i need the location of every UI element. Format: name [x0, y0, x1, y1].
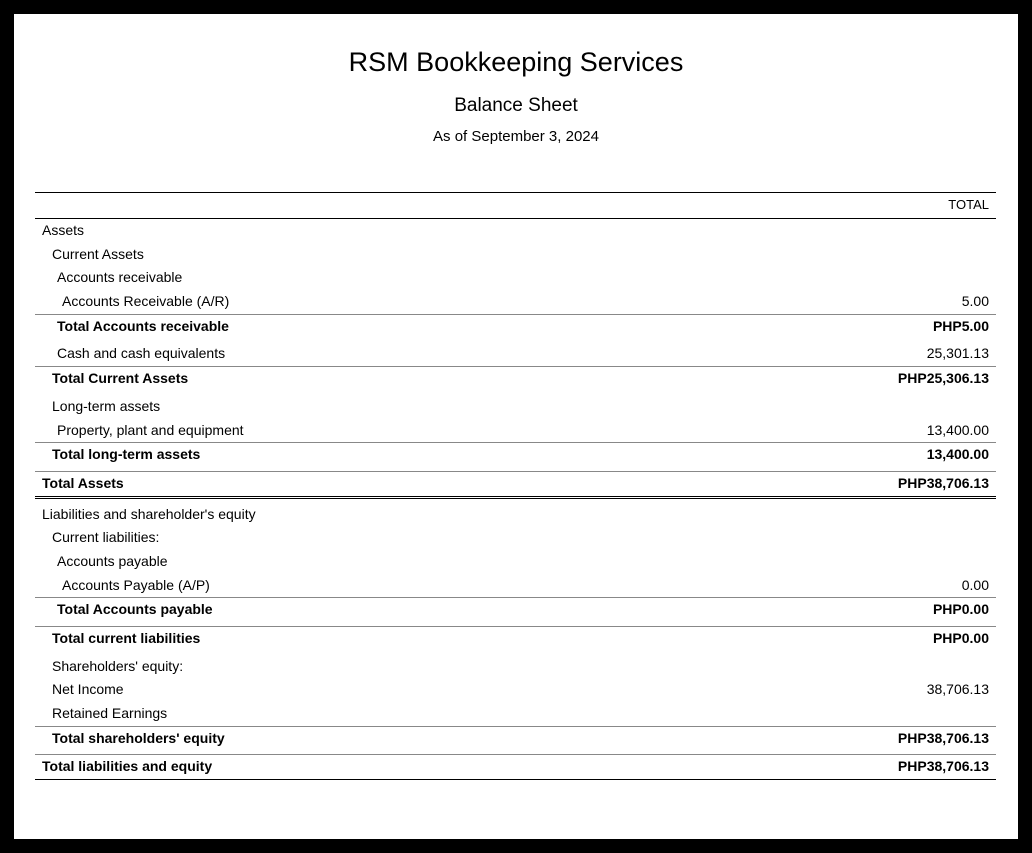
table-row-total-shareholders-equity — [35, 726, 996, 751]
row-label: Accounts Receivable (A/R) — [62, 293, 230, 310]
row-label: Total liabilities and equity — [42, 758, 213, 775]
row-label: Total Accounts payable — [57, 601, 213, 618]
row-label: Total current liabilities — [52, 630, 201, 646]
row-label: Current Assets — [52, 245, 144, 262]
table-row-liabilities-equity — [35, 503, 996, 527]
report-date: As of September 3, 2024 — [433, 128, 599, 145]
row-label: Total shareholders' equity — [52, 729, 225, 746]
table-row-total-current-assets — [35, 366, 996, 391]
column-header-total: TOTAL — [948, 197, 989, 212]
table-row-total-liabilities-equity — [35, 754, 996, 780]
company-name: RSM Bookkeeping Services — [348, 47, 684, 77]
row-label: Total Current Assets — [52, 370, 189, 387]
table-row-retained-earnings — [35, 702, 996, 726]
row-label: Liabilities and shareholder's equity — [42, 505, 256, 522]
row-label: Accounts receivable — [57, 269, 183, 286]
row-amount: 25,301.13 — [926, 345, 989, 362]
row-label: Shareholders' equity: — [52, 657, 184, 674]
row-amount: PHP38,706.13 — [897, 729, 989, 746]
table-row-long-term-assets — [35, 395, 996, 419]
table-row-current-assets — [35, 243, 996, 267]
balance-sheet-table — [35, 192, 996, 780]
row-amount: 0.00 — [961, 576, 989, 593]
table-row-ar-account — [35, 290, 996, 314]
table-row-total-accounts-receivable — [35, 314, 996, 339]
table-header — [35, 192, 996, 219]
row-label: Long-term assets — [52, 397, 161, 414]
table-row-current-liabilities — [35, 526, 996, 550]
row-amount: PHP25,306.13 — [897, 370, 989, 387]
table-row-ap-account — [35, 574, 996, 598]
row-label: Property, plant and equipment — [57, 421, 244, 438]
row-amount: 38,706.13 — [926, 681, 989, 698]
row-label: Retained Earnings — [52, 705, 168, 722]
row-label: Total Accounts receivable — [57, 317, 229, 334]
row-amount: PHP5.00 — [932, 317, 989, 334]
row-label: Total long-term assets — [52, 446, 201, 463]
row-amount: 5.00 — [961, 293, 989, 310]
table-row-cash — [35, 342, 996, 366]
report-page — [14, 14, 1018, 839]
row-label: Total Assets — [42, 474, 124, 491]
table-row-total-accounts-payable — [35, 597, 996, 622]
table-row-total-current-liabilities — [35, 626, 996, 651]
table-row-net-income — [35, 678, 996, 702]
row-label: Net Income — [52, 681, 124, 698]
row-amount: PHP0.00 — [932, 601, 989, 618]
table-row-accounts-payable — [35, 550, 996, 574]
row-amount: 13,400.00 — [926, 421, 989, 438]
table-row-accounts-receivable — [35, 266, 996, 290]
table-row-ppe — [35, 419, 996, 443]
row-label: Accounts Payable (A/P) — [62, 576, 210, 593]
table-row-shareholders-equity — [35, 655, 996, 679]
row-amount: PHP38,706.13 — [897, 474, 989, 491]
row-amount: PHP38,706.13 — [897, 758, 989, 775]
row-label: Assets — [42, 222, 85, 238]
table-row-total-long-term-assets — [35, 442, 996, 467]
table-row-total-assets — [35, 471, 996, 499]
row-amount: 13,400.00 — [926, 446, 989, 463]
row-label: Cash and cash equivalents — [57, 345, 226, 362]
report-title: Balance Sheet — [454, 95, 578, 116]
row-label: Current liabilities: — [52, 529, 160, 546]
row-amount: PHP0.00 — [932, 630, 989, 646]
row-label: Accounts payable — [57, 552, 168, 569]
table-row-assets — [35, 219, 996, 243]
